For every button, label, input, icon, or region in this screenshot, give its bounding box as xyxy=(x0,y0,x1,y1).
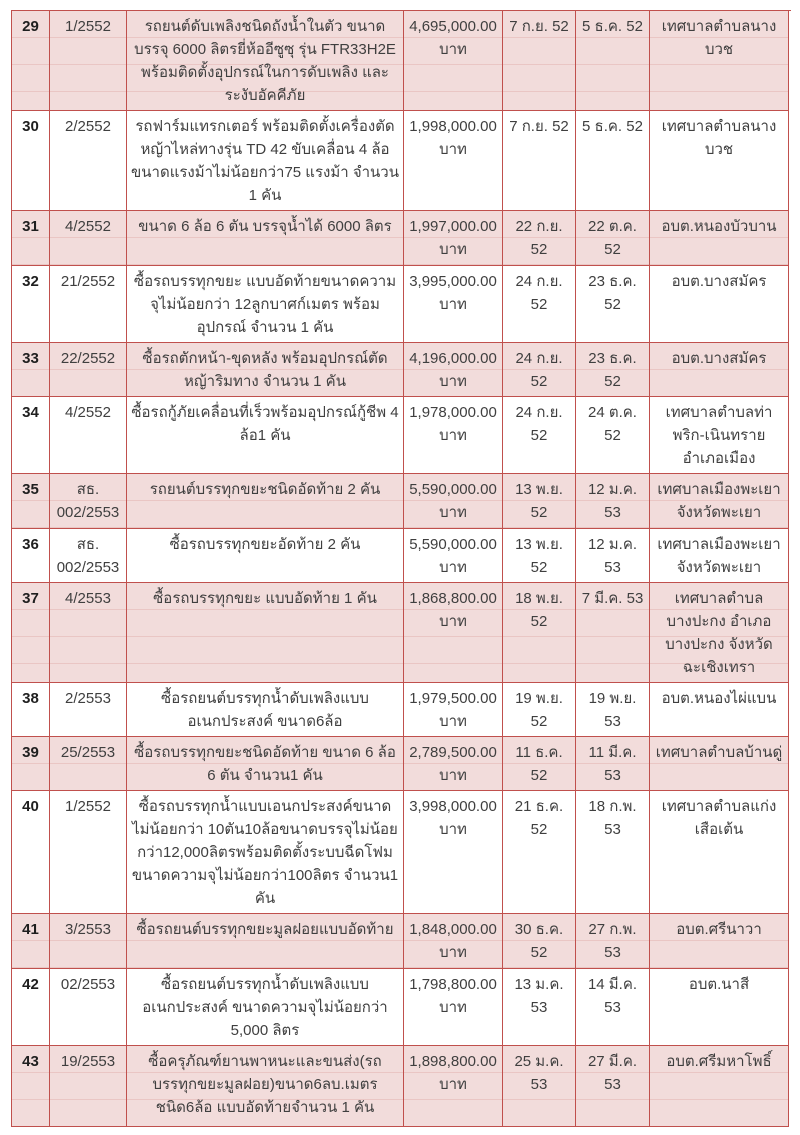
amount-cell xyxy=(404,343,503,397)
amount-value: 1,848,000.00 xyxy=(409,921,497,938)
second-date-cell: 12 ม.ค. 53 xyxy=(576,474,650,529)
agency-cell: เทศบาลเมืองพะเยา จังหวัดพะเยา xyxy=(650,529,789,583)
agency-cell: อบต.นาสี xyxy=(650,969,789,1046)
row-number-cell: 29 xyxy=(12,11,50,111)
amount-value: 1,798,800.00 xyxy=(409,976,497,993)
amount-value: 4,695,000.00 xyxy=(409,18,497,35)
contract-number-cell: 25/2553 xyxy=(50,737,127,791)
agency-cell: อบต.บางสมัคร xyxy=(650,266,789,343)
amount-unit-label: บาท xyxy=(439,427,467,444)
amount-cell xyxy=(404,266,503,343)
agency-cell: อบต.บางสมัคร xyxy=(650,343,789,397)
second-date-cell: 7 มี.ค. 53 xyxy=(576,583,650,683)
description-cell: ซื้อครุภัณฑ์ยานพาหนะและขนส่ง(รถบรรทุกขยะมูลฝอย)ขนาด6ลบ.เมตร ชนิด6ล้อ แบบอัดท้ายจำนวน 1 คัน xyxy=(127,1046,404,1127)
second-date-cell: 27 มี.ค. 53 xyxy=(576,1046,650,1127)
amount-cell xyxy=(404,474,503,529)
amount-unit-label: บาท xyxy=(439,613,467,630)
description-cell: รถฟาร์มแทรกเตอร์ พร้อมติดตั้งเครื่องตัดหญ้าไหล่ทางรุ่น TD 42 ขับเคลื่อน 4 ล้อ ขนาดแรงม้าไม่น้อยกว่า75 แรงม้า จำนวน 1 คัน xyxy=(127,111,404,211)
first-date-cell: 18 พ.ย. 52 xyxy=(503,583,576,683)
contract-number-cell: 1/2552 xyxy=(50,791,127,914)
contract-number-cell: 3/2553 xyxy=(50,914,127,969)
first-date-cell: 13 พ.ย. 52 xyxy=(503,529,576,583)
amount-cell xyxy=(404,914,503,969)
table-row xyxy=(12,11,791,111)
table-row xyxy=(12,111,791,211)
agency-cell: เทศบาลตำบลท่าพริก-เนินทราย อำเภอเมือง xyxy=(650,397,789,474)
second-date-cell: 27 ก.พ. 53 xyxy=(576,914,650,969)
first-date-cell: 7 ก.ย. 52 xyxy=(503,111,576,211)
agency-cell: อบต.ศรีมหาโพธิ์ xyxy=(650,1046,789,1127)
contract-number-cell: 02/2553 xyxy=(50,969,127,1046)
second-date-cell: 24 ต.ค. 52 xyxy=(576,397,650,474)
amount-cell xyxy=(404,583,503,683)
amount-value: 1,898,800.00 xyxy=(409,1053,497,1070)
amount-cell xyxy=(404,1046,503,1127)
amount-unit-label: บาท xyxy=(439,141,467,158)
amount-value: 4,196,000.00 xyxy=(409,350,497,367)
amount-unit-label: บาท xyxy=(439,504,467,521)
first-date-cell: 11 ธ.ค. 52 xyxy=(503,737,576,791)
amount-cell xyxy=(404,11,503,111)
description-cell: ซื้อรถบรรทุกขยะ แบบอัดท้าย 1 คัน xyxy=(127,583,404,683)
first-date-cell: 24 ก.ย. 52 xyxy=(503,397,576,474)
row-number-cell: 43 xyxy=(12,1046,50,1127)
first-date-cell: 22 ก.ย. 52 xyxy=(503,211,576,266)
amount-value: 1,868,800.00 xyxy=(409,590,497,607)
first-date-cell: 24 ก.ย. 52 xyxy=(503,343,576,397)
row-number-cell: 36 xyxy=(12,529,50,583)
second-date-cell: 5 ธ.ค. 52 xyxy=(576,11,650,111)
procurement-table-body xyxy=(12,11,791,1127)
contract-number-cell: 22/2552 xyxy=(50,343,127,397)
first-date-cell: 13 พ.ย. 52 xyxy=(503,474,576,529)
contract-number-cell: 1/2552 xyxy=(50,11,127,111)
first-date-cell: 7 ก.ย. 52 xyxy=(503,11,576,111)
second-date-cell: 19 พ.ย. 53 xyxy=(576,683,650,737)
description-cell: ซื้อรถยนต์บรรทุกขยะมูลฝอยแบบอัดท้าย xyxy=(127,914,404,969)
row-number-cell: 30 xyxy=(12,111,50,211)
contract-number-cell: สธ. 002/2553 xyxy=(50,474,127,529)
description-cell: รถยนต์บรรทุกขยะชนิดอัดท้าย 2 คัน xyxy=(127,474,404,529)
table-row xyxy=(12,529,791,583)
row-number-cell: 39 xyxy=(12,737,50,791)
amount-cell xyxy=(404,683,503,737)
description-cell: ซื้อรถบรรทุกขยะอัดท้าย 2 คัน xyxy=(127,529,404,583)
amount-unit-label: บาท xyxy=(439,373,467,390)
amount-cell xyxy=(404,737,503,791)
contract-number-cell: 2/2552 xyxy=(50,111,127,211)
agency-cell: เทศบาลตำบลนางบวช xyxy=(650,11,789,111)
table-row xyxy=(12,683,791,737)
amount-unit-label: บาท xyxy=(439,1076,467,1093)
amount-value: 1,998,000.00 xyxy=(409,118,497,135)
description-cell: ซื้อรถบรรทุกขยะชนิดอัดท้าย ขนาด 6 ล้อ 6 ตัน จำนวน1 คัน xyxy=(127,737,404,791)
table-row xyxy=(12,343,791,397)
description-cell: ซื้อรถยนต์บรรทุกน้ำดับเพลิงแบบอเนกประสงค์ ขนาด6ล้อ xyxy=(127,683,404,737)
row-number-cell: 38 xyxy=(12,683,50,737)
amount-value: 1,979,500.00 xyxy=(409,690,497,707)
description-cell: รถยนต์ดับเพลิงชนิดถังน้ำในตัว ขนาดบรรจุ 6000 ลิตรยี่ห้ออีซูซุ รุ่น FTR33H2E พร้อมติดตั้งอุปกรณ์ในการดับเพลิง และระงับอัคคีภัย xyxy=(127,11,404,111)
row-number-cell: 35 xyxy=(12,474,50,529)
amount-value: 5,590,000.00 xyxy=(409,536,497,553)
contract-number-cell: 21/2552 xyxy=(50,266,127,343)
description-cell: ซื้อรถบรรทุกน้ำแบบเอนกประสงค์ขนาดไม่น้อยกว่า 10ตัน10ล้อขนาดบรรจุไม่น้อยกว่า12,000ลิตรพร้อมติดตั้งระบบฉีดโฟมขนาดความจุไม่น้อยกว่า100ลิตร จำนวน1 คัน xyxy=(127,791,404,914)
row-number-cell: 32 xyxy=(12,266,50,343)
table-row xyxy=(12,474,791,529)
contract-number-cell: 19/2553 xyxy=(50,1046,127,1127)
amount-value: 3,998,000.00 xyxy=(409,798,497,815)
second-date-cell: 22 ต.ค. 52 xyxy=(576,211,650,266)
amount-value: 1,997,000.00 xyxy=(409,218,497,235)
contract-number-cell: 4/2553 xyxy=(50,583,127,683)
table-row xyxy=(12,791,791,914)
agency-cell: อบต.หนองบัวบาน xyxy=(650,211,789,266)
agency-cell: เทศบาลตำบลบางปะกง อำเภอบางปะกง จังหวัดฉะเชิงเทรา xyxy=(650,583,789,683)
row-number-cell: 33 xyxy=(12,343,50,397)
contract-number-cell: 4/2552 xyxy=(50,397,127,474)
table-row xyxy=(12,583,791,683)
description-cell: ซื้อรถบรรทุกขยะ แบบอัดท้ายขนาดความจุไม่น้อยกว่า 12ลูกบาศก์เมตร พร้อมอุปกรณ์ จำนวน 1 คัน xyxy=(127,266,404,343)
amount-value: 1,978,000.00 xyxy=(409,404,497,421)
amount-unit-label: บาท xyxy=(439,767,467,784)
second-date-cell: 23 ธ.ค. 52 xyxy=(576,266,650,343)
amount-unit-label: บาท xyxy=(439,821,467,838)
contract-number-cell: 2/2553 xyxy=(50,683,127,737)
description-cell: ซื้อรถตักหน้า-ขุดหลัง พร้อมอุปกรณ์ตัดหญ้าริมทาง จำนวน 1 คัน xyxy=(127,343,404,397)
agency-cell: อบต.หนองไผ่แบน xyxy=(650,683,789,737)
first-date-cell: 25 ม.ค. 53 xyxy=(503,1046,576,1127)
second-date-cell: 14 มี.ค. 53 xyxy=(576,969,650,1046)
table-row xyxy=(12,969,791,1046)
first-date-cell: 19 พ.ย. 52 xyxy=(503,683,576,737)
second-date-cell: 11 มี.ค. 53 xyxy=(576,737,650,791)
row-number-cell: 31 xyxy=(12,211,50,266)
amount-unit-label: บาท xyxy=(439,944,467,961)
first-date-cell: 13 ม.ค. 53 xyxy=(503,969,576,1046)
contract-number-cell: 4/2552 xyxy=(50,211,127,266)
amount-cell xyxy=(404,397,503,474)
amount-unit-label: บาท xyxy=(439,559,467,576)
amount-unit-label: บาท xyxy=(439,241,467,258)
table-row xyxy=(12,397,791,474)
table-row xyxy=(12,1046,791,1127)
table-row xyxy=(12,737,791,791)
row-number-cell: 40 xyxy=(12,791,50,914)
amount-unit-label: บาท xyxy=(439,296,467,313)
procurement-table xyxy=(11,10,791,1127)
amount-unit-label: บาท xyxy=(439,713,467,730)
table-row xyxy=(12,266,791,343)
table-row xyxy=(12,211,791,266)
first-date-cell: 24 ก.ย. 52 xyxy=(503,266,576,343)
row-number-cell: 37 xyxy=(12,583,50,683)
row-number-cell: 41 xyxy=(12,914,50,969)
agency-cell: เทศบาลตำบลนางบวช xyxy=(650,111,789,211)
amount-unit-label: บาท xyxy=(439,999,467,1016)
description-cell: ซื้อรถยนต์บรรทุกน้ำดับเพลิงแบบอเนกประสงค์ ขนาดความจุไม่น้อยกว่า 5,000 ลิตร xyxy=(127,969,404,1046)
agency-cell: เทศบาลตำบลบ้านดู่ xyxy=(650,737,789,791)
description-cell: ซื้อรถกู้ภัยเคลื่อนที่เร็วพร้อมอุปกรณ์กู้ชีพ 4 ล้อ1 คัน xyxy=(127,397,404,474)
row-number-cell: 42 xyxy=(12,969,50,1046)
amount-cell xyxy=(404,529,503,583)
amount-cell xyxy=(404,969,503,1046)
table-row xyxy=(12,914,791,969)
second-date-cell: 12 ม.ค. 53 xyxy=(576,529,650,583)
amount-value: 2,789,500.00 xyxy=(409,744,497,761)
amount-unit-label: บาท xyxy=(439,41,467,58)
first-date-cell: 21 ธ.ค. 52 xyxy=(503,791,576,914)
amount-cell xyxy=(404,791,503,914)
amount-value: 3,995,000.00 xyxy=(409,273,497,290)
second-date-cell: 23 ธ.ค. 52 xyxy=(576,343,650,397)
amount-cell xyxy=(404,211,503,266)
contract-number-cell: สธ. 002/2553 xyxy=(50,529,127,583)
agency-cell: เทศบาลเมืองพะเยา จังหวัดพะเยา xyxy=(650,474,789,529)
amount-cell xyxy=(404,111,503,211)
second-date-cell: 18 ก.พ. 53 xyxy=(576,791,650,914)
amount-value: 5,590,000.00 xyxy=(409,481,497,498)
description-cell: ขนาด 6 ล้อ 6 ตัน บรรจุน้ำได้ 6000 ลิตร xyxy=(127,211,404,266)
second-date-cell: 5 ธ.ค. 52 xyxy=(576,111,650,211)
row-number-cell: 34 xyxy=(12,397,50,474)
agency-cell: เทศบาลตำบลแก่งเสือเต้น xyxy=(650,791,789,914)
first-date-cell: 30 ธ.ค. 52 xyxy=(503,914,576,969)
agency-cell: อบต.ศรีนาวา xyxy=(650,914,789,969)
